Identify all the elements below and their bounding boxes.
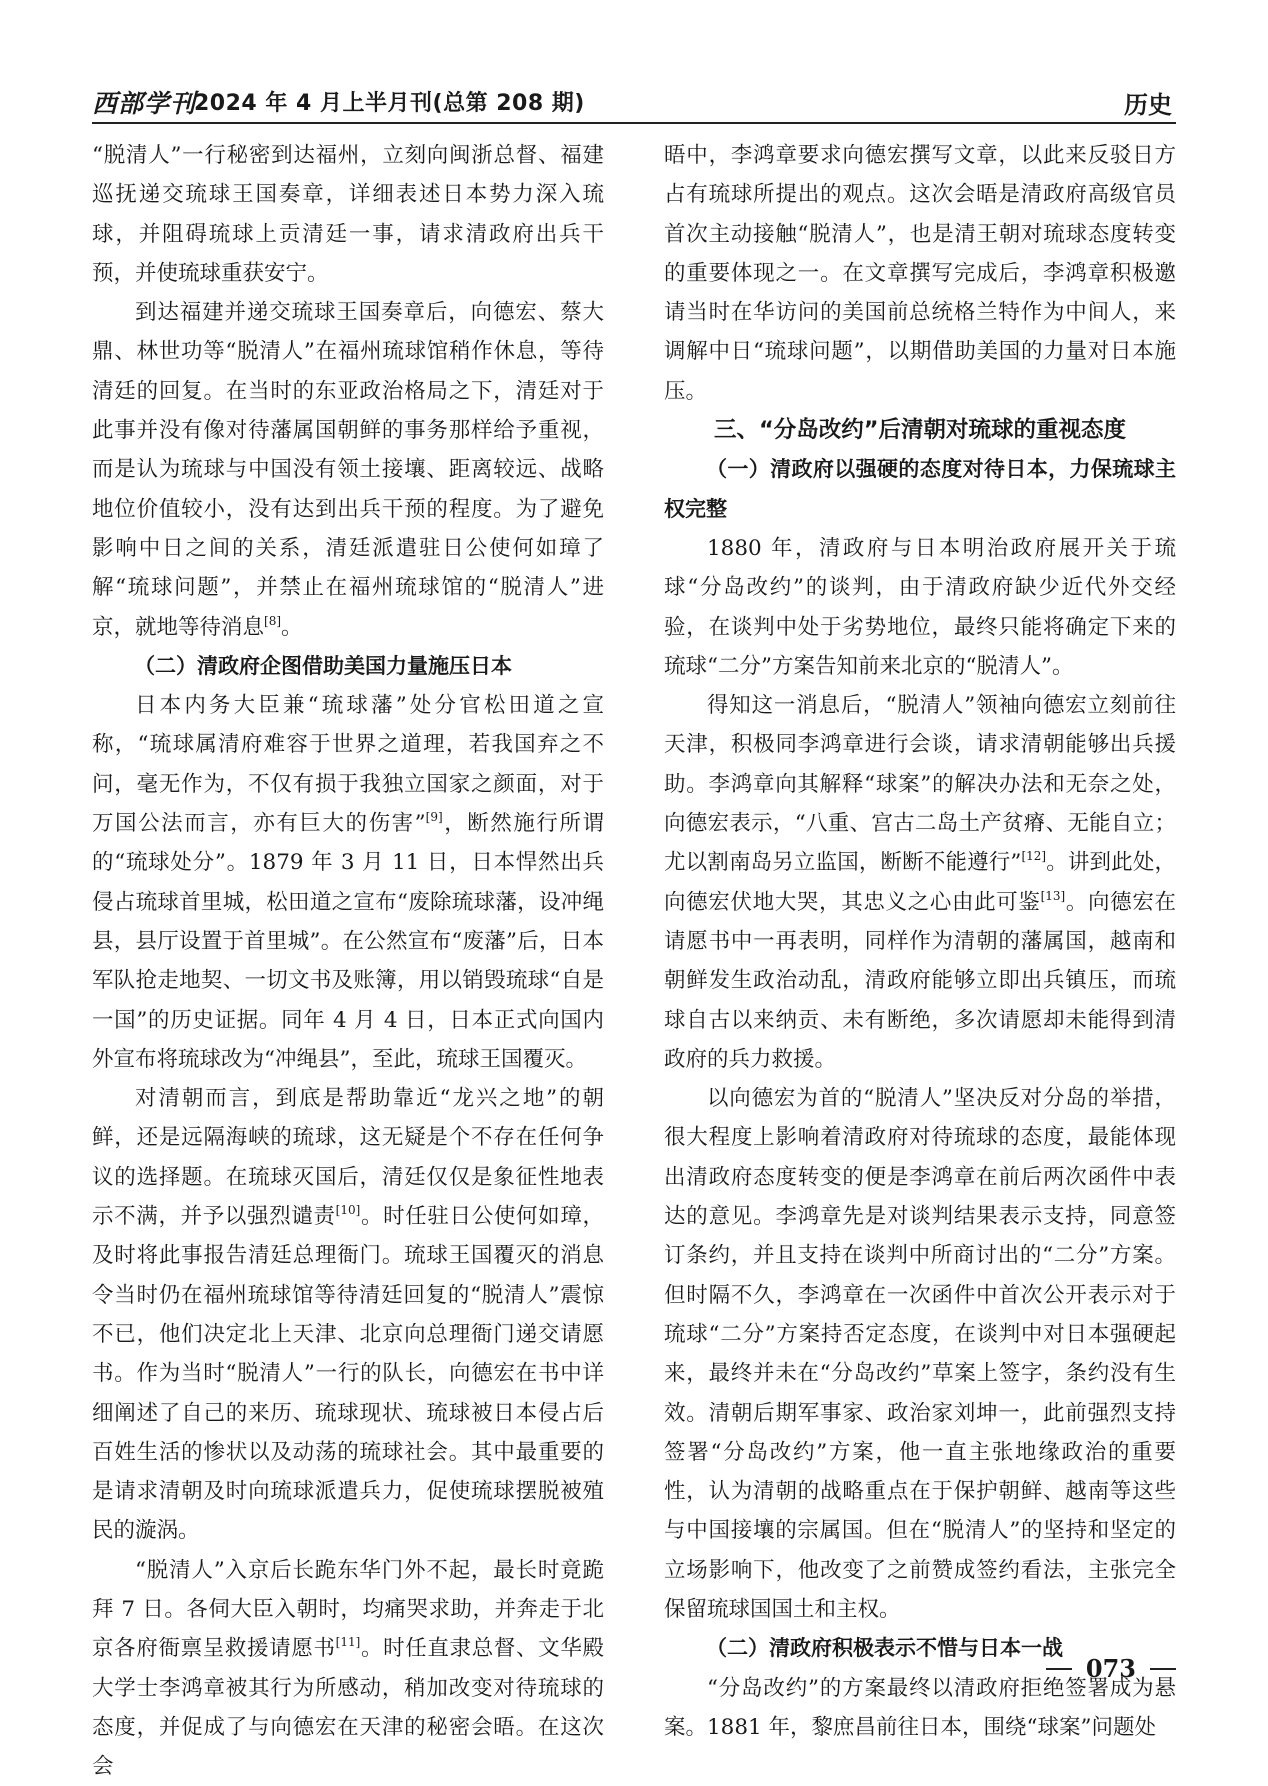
page-number-text: 073 — [1085, 1654, 1136, 1683]
paragraph — [92, 136, 604, 293]
paragraph-text: “脱清人”一行秘密到达福州，立刻向闽浙总督、福建巡抚递交琉球王国奏章，详细表述日本势力深入琉球，并阻碍琉球上贡清廷一事，请求清政府出兵干预，并使琉球重获安宁。 — [92, 143, 604, 286]
citation-ref: [13] — [1040, 888, 1066, 903]
paragraph-text: 1880 年，清政府与日本明治政府展开关于琉球“分岛改约”的谈判，由于清政府缺少近代外交经验，在谈判中处于劣势地位，最终只能将确定下来的琉球“二分”方案告知前来北京的“脱清人”。 — [664, 535, 1176, 679]
citation-ref: [9] — [425, 810, 443, 825]
journal-logo: 西部学刊 — [92, 89, 197, 118]
right-column — [664, 136, 1176, 1747]
paragraph-text: 。时任直隶总督、文华殿大学士李鸿章被其行为所感动，稍加改变对待琉球的态度，并促成了与向德宏在天津的秘密会晤。在这次会 — [92, 1636, 604, 1780]
paragraph-text: （一）清政府以强硬的态度对待日本，力保琉球主权完整 — [664, 457, 1176, 521]
paragraph-text: （二）清政府企图借助美国力量施压日本 — [134, 653, 512, 678]
paragraph-text: 对清朝而言，到底是帮助靠近“龙兴之地”的朝鲜，还是远隔海峡的琉球，这无疑是个不存在任何争议的选择题。在琉球灭国后，清廷仅仅是象征性地表示不满，并予以强烈谴责 — [92, 1086, 604, 1230]
citation-ref: [12] — [1021, 849, 1047, 864]
running-header — [92, 82, 1176, 124]
paragraph — [664, 136, 1176, 411]
section-label: 历史 — [1124, 91, 1172, 119]
subsection-heading — [92, 647, 604, 686]
paragraph-text: 得知这一消息后，“脱清人”领袖向德宏立刻前往天津，积极同李鸿章进行会谈，请求清朝能够出兵援助。李鸿章向其解释“球案”的解决办法和无奈之处，向德宏表示，“八重、宫古二岛土产贫瘠、无能自立；尤以割南岛另立监国，断断不能遵行” — [664, 693, 1176, 876]
issue-info: 2024 年 4 月上半月刊(总第 208 期) — [194, 91, 585, 116]
paragraph — [664, 686, 1176, 1079]
section-heading — [664, 411, 1176, 450]
paragraph-text: 。讲到此处，向德宏伏地大哭，其忠义之心由此可鉴 — [664, 850, 1176, 915]
left-column — [92, 136, 604, 1786]
paragraph-text: 晤中，李鸿章要求向德宏撰写文章，以此来反驳日方占有琉球所提出的观点。这次会晤是清政府高级官员首次主动接触“脱清人”，也是清王朝对琉球态度转变的重要体现之一。在文章撰写完成后，李鸿章积极邀请当时在华访问的美国前总统格兰特作为中间人，来调解中日“琉球问题”，以期借助美国的力量对日本施压。 — [664, 143, 1176, 404]
paragraph-text: 三、“分岛改约”后清朝对琉球的重视态度 — [713, 417, 1127, 444]
paragraph — [664, 1079, 1176, 1629]
paragraph — [92, 686, 604, 1079]
paragraph — [92, 1079, 604, 1551]
page-number — [1046, 1654, 1176, 1683]
paragraph-text: （二）清政府积极表示不惜与日本一战 — [706, 1636, 1063, 1661]
paragraph-text: 。 — [281, 614, 303, 640]
citation-ref: [8] — [264, 613, 282, 628]
subsection-heading — [664, 450, 1176, 529]
page-number-dash-right — [1150, 1668, 1176, 1670]
page-number-dash-left — [1046, 1668, 1072, 1670]
paragraph — [664, 529, 1176, 686]
paragraph-text: “分岛改约”的方案最终以清政府拒绝签署成为悬案。1881 年，黎庶昌前往日本，围绕“球案”问题处 — [664, 1675, 1176, 1740]
paragraph-text: “脱清人”入京后长跪东华门外不起，最长时竟跪拜 7 日。各伺大臣入朝时，均痛哭求助，并奔走于北京各府衙禀呈救援请愿书 — [92, 1557, 604, 1662]
paragraph-text: ，断然施行所谓的“琉球处分”。1879 年 3 月 11 日，日本悍然出兵侵占琉球首里城，松田道之宣布“废除琉球藩，设冲绳县，县厅设置于首里城”。在公然宣布“废藩”后，日本军队抢走地契、一切文书及账簿，用以销毁琉球“自是一国”的历史证据。同年 4 月 4 日，日本正式向国内外宣布将琉球改为“冲绳县”，至此，琉球王国覆灭。 — [92, 811, 604, 1072]
paragraph-text: 。时任驻日公使何如璋，及时将此事报告清廷总理衙门。琉球王国覆灭的消息令当时仍在福州琉球馆等待清廷回复的“脱清人”震惊不已，他们决定北上天津、北京向总理衙门递交请愿书。作为当时“脱清人”一行的队长，向德宏在书中详细阐述了自己的来历、琉球现状、琉球被日本侵占后百姓生活的惨状以及动荡的琉球社会。其中最重要的是请求清朝及时向琉球派遣兵力，促使琉球摆脱被殖民的漩涡。 — [92, 1204, 604, 1544]
paragraph-text: 到达福建并递交琉球王国奏章后，向德宏、蔡大鼎、林世功等“脱清人”在福州琉球馆稍作休息，等待清廷的回复。在当时的东亚政治格局之下，清廷对于此事并没有像对待藩属国朝鲜的事务那样给予重视，而是认为琉球与中国没有领土接壤、距离较远、战略地位价值较小，没有达到出兵干预的程度。为了避免影响中日之间的关系，清廷派遣驻日公使何如璋了解“琉球问题”，并禁止在福州琉球馆的“脱清人”进京，就地等待消息 — [92, 300, 604, 640]
citation-ref: [10] — [335, 1203, 361, 1218]
paragraph — [92, 1551, 604, 1786]
citation-ref: [11] — [335, 1635, 361, 1650]
paragraph-text: 以向德宏为首的“脱清人”坚决反对分岛的举措，很大程度上影响着清政府对待琉球的态度，最能体现出清政府态度转变的便是李鸿章在前后两次函件中表达的意见。李鸿章先是对谈判结果表示支持，同意签订条约，并且支持在谈判中所商讨出的“二分”方案。但时隔不久，李鸿章在一次函件中首次公开表示对于琉球“二分”方案持否定态度，在谈判中对日本强硬起来，最终并未在“分岛改约”草案上签字，条约没有生效。清朝后期军事家、政治家刘坤一，此前强烈支持签署“分岛改约”方案，他一直主张地缘政治的重要性，认为清朝的战略重点在于保护朝鲜、越南等这些与中国接壤的宗属国。但在“脱清人”的坚持和坚定的立场影响下，他改变了之前赞成签约看法，主张完全保留琉球国国土和主权。 — [664, 1086, 1176, 1622]
paragraph-text: 。向德宏在请愿书中一再表明，同样作为清朝的藩属国，越南和朝鲜发生政治动乱，清政府能够立即出兵镇压，而琉球自古以来纳贡、未有断绝，多次请愿却未能得到清政府的兵力救援。 — [664, 889, 1176, 1072]
paragraph-text: 日本内务大臣兼“琉球藩”处分官松田道之宣称，“琉球属清府难容于世界之道理，若我国弃之不问，毫无作为，不仅有损于我独立国家之颜面，对于万国公法而言，亦有巨大的伤害” — [92, 693, 604, 837]
paragraph — [92, 293, 604, 647]
